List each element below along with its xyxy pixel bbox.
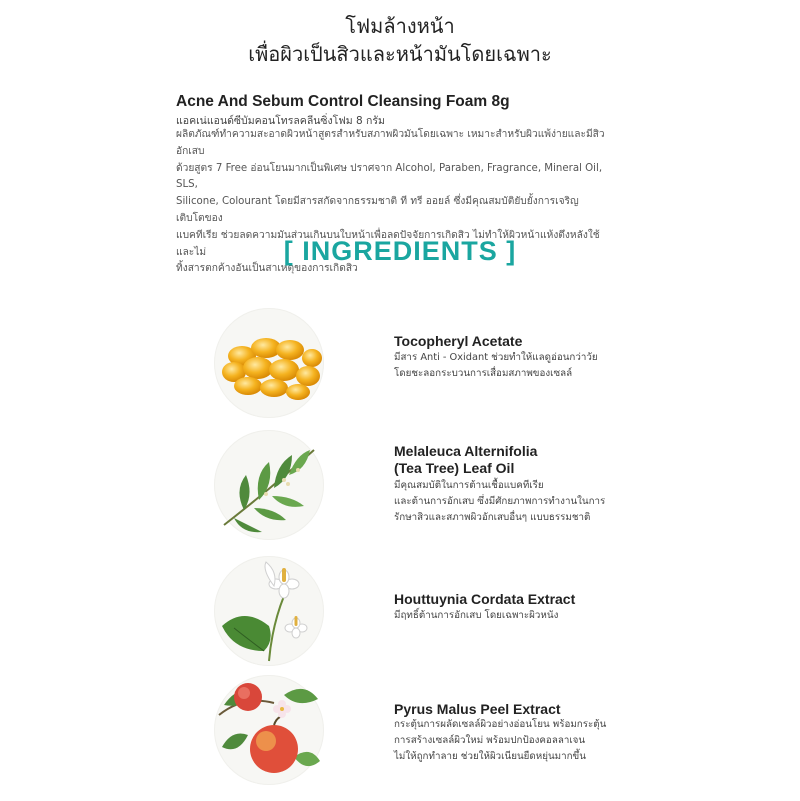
product-subtitle: แอคเน่แอนด์ซีบัมคอนโทรลคลีนซิ่งโฟม 8 กรัม bbox=[176, 115, 385, 127]
ingredient-name-line: Houttuynia Cordata Extract bbox=[394, 591, 576, 607]
ingredient-name bbox=[394, 591, 634, 608]
headline-line-2: เพื่อผิวเป็นสิวและหน้ามันโดยเฉพาะ bbox=[248, 42, 552, 66]
ingredients-heading: [ INGREDIENTS ] bbox=[283, 236, 517, 266]
description-line: ด้วยสูตร 7 Free อ่อนโยนมากเป็นพิเศษ ปราศจาก Alcohol, Paraben, Fragrance, Mineral Oil, SLS, bbox=[176, 162, 603, 191]
ingredient-desc-line: และต้านการอักเสบ ซึ่งมีศักยภาพการทำงานในการ bbox=[394, 496, 606, 507]
description-line: Silicone, Colourant โดยมีสารสกัดจากธรรมชาติ ที ทรี ออยล์ ซึ่งมีคุณสมบัติยับยั้งการเจริญเติบโตของ bbox=[176, 196, 579, 224]
ingredient-desc-line: กระตุ้นการผลัดเซลล์ผิวอย่างอ่อนโยน พร้อมกระตุ้น bbox=[394, 719, 607, 730]
ingredient-desc-line: มีคุณสมบัติในการต้านเชื้อแบคทีเรีย bbox=[394, 480, 544, 491]
ingredient-name-line: (Tea Tree) Leaf Oil bbox=[394, 460, 515, 476]
ingredient-name-line: Pyrus Malus Peel Extract bbox=[394, 701, 561, 717]
vitamin-e-capsules-icon bbox=[214, 308, 324, 418]
ingredient-name-line: Melaleuca Alternifolia bbox=[394, 443, 538, 459]
ingredient-desc-line: มีฤทธิ์ต้านการอักเสบ โดยเฉพาะผิวหนัง bbox=[394, 610, 559, 621]
apple-blossom-icon bbox=[214, 675, 324, 785]
ingredient-description bbox=[394, 608, 634, 624]
ingredient-description bbox=[394, 717, 634, 765]
ingredient-description bbox=[394, 478, 634, 526]
ingredient-desc-line: ไม่ให้ถูกทำลาย ช่วยให้ผิวเนียนยืดหยุ่นมากขึ้น bbox=[394, 751, 586, 762]
headline bbox=[0, 12, 800, 68]
ingredient-description bbox=[394, 350, 634, 382]
ingredient-name bbox=[394, 443, 634, 477]
ingredient-desc-line: การสร้างเซลล์ผิวใหม่ พร้อมปกป้องคอลลาเจน bbox=[394, 735, 586, 746]
ingredient-desc-line: รักษาสิวและสภาพผิวอักเสบอื่นๆ แบบธรรมชาติ bbox=[394, 512, 591, 523]
headline-line-1: โฟมล้างหน้า bbox=[345, 14, 455, 38]
description-line: ผลิตภัณฑ์ทำความสะอาดผิวหน้าสูตรสำหรับสภาพผิวมันโดยเฉพาะ เหมาะสำหรับผิวแพ้ง่ายและมีสิวอักเสบ bbox=[176, 129, 605, 157]
ingredient-name bbox=[394, 333, 634, 350]
tea-tree-branch-icon bbox=[214, 430, 324, 540]
ingredient-name bbox=[394, 701, 634, 718]
description-line: แบคทีเรีย ช่วยลดความมันส่วนเกินบนใบหน้าเพื่อลดปัจจัยการเกิดสิว ไม่ทำให้ผิวหน้าแห้งตึงหลังใช้ และไม่ bbox=[176, 229, 600, 258]
product-title: Acne And Sebum Control Cleansing Foam 8g bbox=[176, 93, 510, 110]
ingredient-desc-line: มีสาร Anti - Oxidant ช่วยทำให้แลดูอ่อนกว่าวัย bbox=[394, 352, 598, 363]
ingredient-name-line: Tocopheryl Acetate bbox=[394, 333, 523, 349]
houttuynia-plant-icon bbox=[214, 556, 324, 666]
ingredient-desc-line: โดยชะลอกระบวนการเสื่อมสภาพของเซลล์ bbox=[394, 368, 573, 379]
description-line: ทิ้งสารตกค้างอันเป็นสาเหตุของการเกิดสิว bbox=[176, 263, 358, 275]
